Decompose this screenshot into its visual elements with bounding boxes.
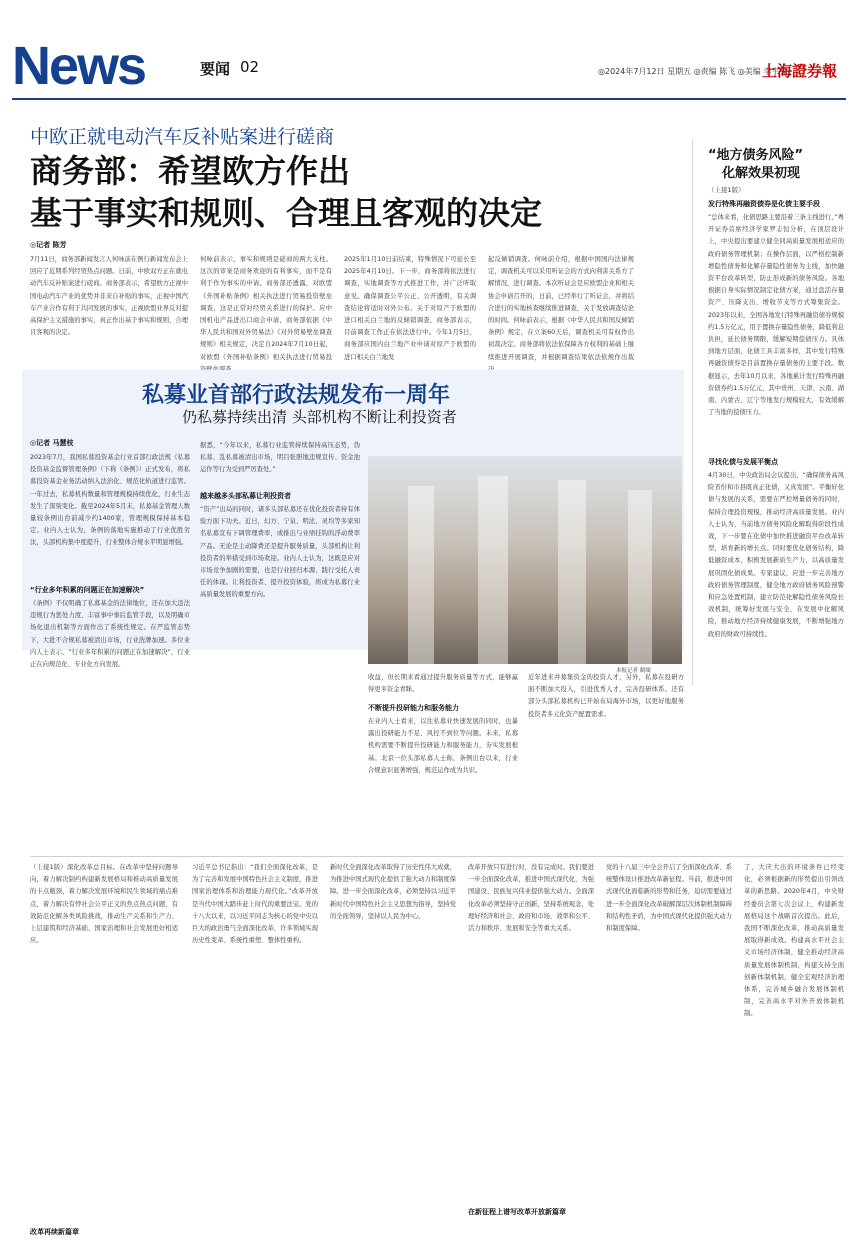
feature-heading-3: 不断提升投研能力和服务能力 [368,704,459,712]
feature-col-3b: 在业内人士看来，以往私募业快速发展的同时，也暴露出投研能力不足、风控不到位等问题。未来，私募机构需要不断提升投研能力和服务能力，夯实发展根基。北京一位头部私募人士称，条例出台以来，行业合规意识显著增强，规范运作成为共识。 [368,718,518,774]
feature-photo [368,456,682,664]
photo-credit: 本报记者 制图 [616,668,651,674]
photo-column [408,486,434,664]
top-rule [12,98,846,100]
lower-col-4: 改革开放只有进行时，没有完成时。我们要进一步全面深化改革，推进中国式现代化，为强国建设、民族复兴伟业提供强大动力。全面深化改革必须坚持守正创新，坚持系统观念，处理好经济和社会、政府和市场、效率和公平、活力和秩序、发展和安全等重大关系。 [468,864,594,933]
paper-name: 上海證券報 [762,62,838,80]
photo-column [478,476,508,664]
lead-kicker: 中欧正就电动汽车反补贴案进行磋商 [30,126,335,148]
sidebar-text-1: “总体来看，化债思路主要沿着三条主线进行，”粤开证券首席经济学家罗志恒分析，在顶层设计上，中央提出要建立健全同高质量发展相适应的政府债务管理机制；在操作层面，以严格控制新增隐性债务和化解存量隐性债务为主线，加快融资平台改革转型，防止形成新的债务风险。各地根据自身实际情况制定化债方案，通过盘活存量资产、压降支出、增收节支等方式筹集资金。2023年以来，全国各地发行特殊再融资债券规模约1.5万亿元，用于置换存量隐性债务，降低利息负担，延长债务期限，缓解短期偿债压力。具体到地方层面，化债工具丰富多样，其中发行特殊再融资债券是目前置换存量债务的主要手段。数据显示，去年10月以来，各地累计发行特殊再融资债券约1.5万亿元，其中贵州、天津、云南、湖南、内蒙古、辽宁等地发行规模较大，有效缓解了当地的偿债压力。 [708,214,844,417]
feature-col-1b: 《条例》不仅明确了私募基金的法律地位，还在加大违法违规行为惩处力度、丰富事中事后监管手段，以及明确市场化退出机制等方面作出了系统性规定。在严监管态势下，大批不合规私募被清出市场，行业洗牌加速。多位业内人士表示，“行业多年积累的问题正在加速解决”，行业正在向规范化、专业化方向发展。 [30,600,190,669]
lower-heading-1: 改革再续新篇章 [30,1228,79,1236]
lead-col-2: 何咏前表示，事实和规则是磋商的两大支柱。这次的审案是商务欢迎的有利事实，而不是有利于作为事实的申请。商务部还透露，对欧盟《外国补贴条例》相关执法进行贸易投资壁垒调查，这是正常对经贸关系进行的保护。应中国机电产品进出口商会申请，商务部依据《中华人民共和国对外贸易法》《对外贸易壁垒调查规则》相关规定，决定自2024年7月10日起，对欧盟《外国补贴条例》相关执法进行贸易投 [200,256,332,361]
feature-col-4: 近年进来并募集资金的投资人才，另外，私募在投研方面不断加大投入，引进优秀人才，完善投研体系。还有部分头部私募机构已开始布局海外市场，以更好地服务投资者多元化资产配置需求。 [528,674,684,718]
sidebar-source: （上接1版） [708,186,745,194]
feature-heading-1: “行业多年积累的问题正在加速解决” [30,586,145,594]
header-meta: ◎2024年7月12日 星期五 ◎责编 陈飞 ◎美编 李宇亮 [598,67,788,76]
sidebar-text-2: 4月30日，中央政治局会议提出，“确保债务高风险省份和市县既真正化债，又真发展”。平衡好化债与发展的关系，需要在严控增量债务的同时，保持合理投资规模，推动经济高质量发展。业内人士认为，当前地方债务风险化解取得阶段性成效，下一步要在化债中加快推进融资平台改革转型，培育新的增长点。同时要优化债务结构，降低融资成本，积极发展新质生产力，以高质量发展巩固化债成果。专家建议，应进一步完善地方政府债务管理制度，健全地方政府债务风险预警和应急处置机制，建立防范化解隐性债务风险长效机制，统筹好发展与安全，在发展中化解风险，推动地方经济持续健康发展，不断增强地方政府的财政可持续性。 [708,472,844,638]
lead-byline: ◎记者 陈芳 [30,241,67,249]
lower-heading-2: 在新征程上谱写改革开放新篇章 [468,1208,566,1216]
section-label: 要闻 [200,60,231,78]
feature-title: 私募业首部行政法规发布一周年 [142,383,451,408]
news-logo: News [12,36,146,96]
sidebar-title-line-2: 化解效果初现 [722,166,801,181]
sidebar-heading-1: 发行特殊再融资债券是化债主要手段 [708,200,820,208]
lower-col-6: 了，大庆大出的环境条件已经变化，必须根据新的形势提出引领改革的新思路。2020年4月，中央财经委员会第七次会议上，构建新发展格局这个战略首次提出。此后，我国不断深化改革，推动高质量发展取得新成效。构建高水平社会主义市场经济体制，健全推动经济高质量发展体制机制，构建支持全面创新体制机制，健全宏观经济治理体系，完善城乡融合发展体制机制，完善高水平对外开放体制机制。 [744,864,844,1018]
lead-title-line-2: 基于事实和规则、合理且客观的决定 [30,194,543,232]
photo-column [558,480,586,664]
photo-column [628,490,652,664]
feature-subtitle: 仍私募持续出清 头部机构不断让利投资者 [182,408,457,426]
lower-col-5: 党的十八届三中全会开启了全面深化改革、系统整体设计推进改革新征程。当前，推进中国式现代化面临新的形势和任务，迫切需要通过进一步全面深化改革破解深层次体制机制障碍和结构性矛盾，为中国式现代化提供强大动力和制度保障。 [606,864,732,933]
feature-col-3: 收益，但长期来看通过提升服务质量等方式，能够赢得更多资金青睐。 [368,674,518,694]
page-number: 02 [240,58,260,76]
feature-col-1: 2023年7月，我国私募投资基金行业首部行政法规《私募投资基金监督管理条例》（下称《条例》）正式发布，将私募投资基金业务活动纳入法治化、规范化轨道进行监管。一年过去，私募机构数量和管理规模持续优化，行业生态发生了深刻变化。截至2024年5月末，私募基金管理人数量较条例出台前减少约1400家，管理规模保持基本稳定。业内人士认为，条例的落地实施推动了行业优胜劣汰，头部机构集中度提升，行业整体合规水平明显增强。 [30,454,190,547]
feature-col-2: 据悉，“今年以来，私募行业监管持续保持高压态势，伪私募、乱私募被清出市场，明目张胆地违规宣传、资金池运作等行为受到严厉查处。” [200,442,360,474]
sidebar-heading-2: 寻找化债与发展平衡点 [708,458,778,466]
lead-col-1: 7月11日，商务部新闻发言人何咏前在例行新闻发布会上回应了近期系列经贸热点问题。日前，中欧双方正在就电动汽车反补贴案进行磋商。商务部表示，希望欧方正视中国电动汽车产业的优势并非来自补贴的事实，正视中国汽车产业合作有利于共同发展的事实，正视欧盟业界反对提高保护主义措施的事实，真正作出基于事实和规则、合理且客观的决定。 [30,256,188,337]
lead-col-4: 起反倾销调查。何咏前介绍，根据中国国内法律规定，调查机关可以采用听证会的方式向利害关系方了解情况，进行调查。本次听证会是应欧盟企业和相关协会申请召开的，日前，已经举行了听证会，并将结合进行的实地核查继续推进调查，关于发放调查结论的时间。何咏前表示，根据《中华人民共和国反倾销条例》规定，在立案60天后，调查机关可有权作出初裁决定。商务部将依法依保障各方权利的基础上继续推进开展调查，并根据调查结果依法依规作出裁 [488,256,634,361]
lower-col-1: （上接1版）深化改革总目标。在改革中坚持问题导向，着力解决制约构建新发展格局和推动高质量发展的卡点瓶颈，着力解决发展环境和民生领域的痛点难点，着力解决有悖社会公平正义的焦点热点问题，有效防范化解各类风险挑战，推动生产关系和生产力、上层建筑和经济基础、国家治理和社会发展更好相适应。 [30,864,178,945]
section-divider [30,856,844,857]
feature-heading-2: 越来越多头部私募让利投资者 [200,492,291,500]
feature-byline: ◎记者 马慧枝 [30,439,74,447]
sidebar-divider [692,140,693,685]
lower-col-3: 新时代全面深化改革取得了历史性伟大成就，为推进中国式现代化提供了强大动力和制度保障。进一步全面深化改革，必须坚持以习近平新时代中国特色社会主义思想为指导，坚持党的全面领导，坚持以人民为中心。 [330,864,456,920]
sidebar-title-line-1: “地方债务风险” [708,148,804,163]
lead-col-3: 2025年1月10日前结束，特殊情况下可延长至2025年4月10日。下一步，商务部将依法进行调查，实地调查等方式推进工作，并广泛听取意见。确保调查公平公正、公开透明，有关调查结论将适时对外公布。关于对原产于欧盟的进口相关白兰地的反倾销调查，商务部表示，目前调查工作正在依法进行中。今年1月5日，商务部应国内白兰地产业申请对原产于欧盟的进口相关白兰地发 [344,256,476,361]
lower-col-2: 习近平总书记指出：“我们全面深化改革，是为了完善和发展中国特色社会主义制度，推进国家治理体系和治理能力现代化。”改革开放是当代中国大踏步赶上时代的重要法宝。党的十八大以来，以习近平同志为核心的党中央以巨大的政治勇气全面深化改革，许多领域实现历史性变革、系统性重塑、整体性重构。 [192,864,318,945]
feature-col-2b: “资产”出局的同时，诸多头部私募还在优化投资者持有体验方面下功夫。近日，幻方、宁泉、明汯、灵均等多家知名私募宣布下调管理费率，或推出与业绩挂钩的浮动费率产品。无论是主动降费还是提升服务质量，头部机构让利投资者的举措受到市场欢迎。业内人士认为，这既是应对市场竞争加剧的需要，也是行业回归本源、践行受托人责任的体现。让利投资者、提升投资体验，将成为私募行业高质量发展的重要方向。 [200,506,360,599]
lead-title-line-1: 商务部：希望欧方作出 [30,152,351,190]
